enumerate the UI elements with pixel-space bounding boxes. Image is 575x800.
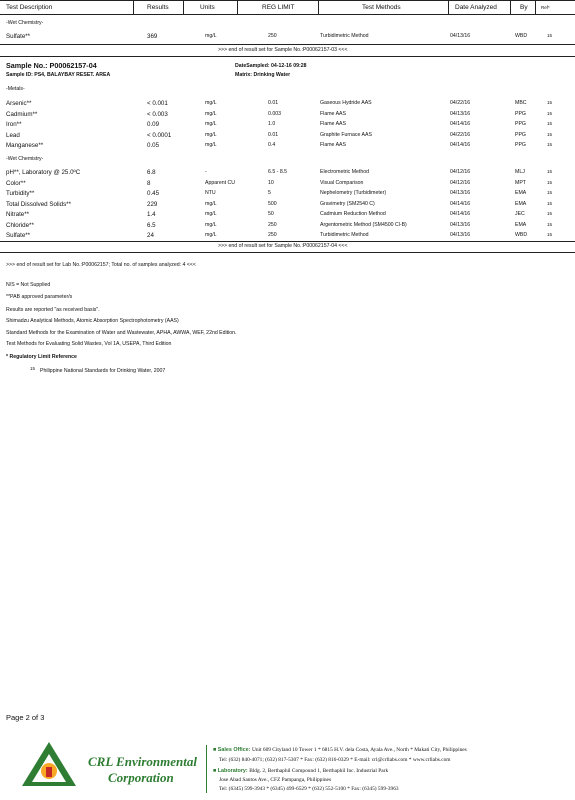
method: Nephelometry (Turbidimeter) xyxy=(320,190,387,196)
col-by: By xyxy=(520,4,528,11)
result: 369 xyxy=(147,33,158,40)
col-reg-limit: REG LIMIT xyxy=(262,4,295,11)
test-desc: Sulfate** xyxy=(6,33,31,40)
test-desc: Turbidity** xyxy=(6,190,35,197)
note-ns: N/S = Not Supplied xyxy=(6,282,51,288)
unit: - xyxy=(205,169,207,175)
reg-limit-heading: * Regulatory Limit Reference xyxy=(6,354,77,360)
matrix: Matrix: Drinking Water xyxy=(235,72,291,78)
lab-label: Laboratory: xyxy=(217,768,248,774)
date: 04/13/16 xyxy=(450,221,471,228)
ref: 15 xyxy=(547,232,553,237)
date: 04/12/16 xyxy=(450,179,471,186)
method: Turbidimetric Method xyxy=(320,33,369,39)
result: 0.09 xyxy=(147,121,160,128)
reg-limit: 250 xyxy=(268,232,277,238)
reg-sup: 15 xyxy=(30,366,36,371)
test-desc: Color** xyxy=(6,179,26,187)
method: Argentometric Method (SM4500 Cl-B) xyxy=(320,221,407,228)
unit: mg/L xyxy=(205,232,217,238)
analyst: MLJ xyxy=(515,169,525,175)
result: < 0.0001 xyxy=(147,131,172,139)
analyst: PPG xyxy=(515,142,526,148)
analyst: WBD xyxy=(515,33,528,39)
table-row xyxy=(0,33,575,43)
table-row xyxy=(0,132,575,142)
unit: mg/L xyxy=(205,211,217,217)
reg-limit: 10 xyxy=(268,179,274,186)
col-test-description: Test Description xyxy=(6,4,53,11)
analyst: JEC xyxy=(515,211,525,217)
reg-limit: 0.01 xyxy=(268,131,279,138)
col-ref: Ref* xyxy=(541,5,550,10)
date: 04/14/16 xyxy=(450,211,471,217)
lab-address-2: Jose Abad Santos Ave., CFZ Pampanga, Philippines xyxy=(219,777,332,783)
unit: Apparent CU xyxy=(205,179,235,186)
lab-tel: Tel: (6345) 599-3943 * (6345) 499-6529 * (632) 552-5100 * Fax: (6345) 599-3963 xyxy=(219,786,399,792)
test-desc: Total Dissolved Solids** xyxy=(6,200,71,208)
result: 0.05 xyxy=(147,142,160,149)
date: 04/12/16 xyxy=(450,169,471,175)
analyst: EMA xyxy=(515,190,527,196)
unit: NTU xyxy=(205,190,216,196)
table-row xyxy=(0,142,575,152)
analyst: WBD xyxy=(515,232,528,238)
reg-limit: 250 xyxy=(268,221,277,228)
page-number: Page 2 of 3 xyxy=(6,713,45,722)
end-note: >>> end of result set for Sample No.:P00062157-04 <<< xyxy=(218,243,348,249)
test-desc: pH**, Laboratory @ 25.0ºC xyxy=(6,169,81,176)
reg-limit: 250 xyxy=(268,33,277,39)
col-units: Units xyxy=(200,4,215,11)
lab-line xyxy=(213,768,388,774)
col-date-analyzed: Date Analyzed xyxy=(455,4,497,11)
test-desc: Iron** xyxy=(6,121,22,128)
lab-end-note: >>> end of result set for Lab No.:P00062157; Total no. of samples analyzed: 4 <<< xyxy=(6,262,196,268)
result: 1.4 xyxy=(147,211,156,218)
unit: mg/L xyxy=(205,100,217,106)
ref: 15 xyxy=(547,131,553,137)
company-name-2: Corporation xyxy=(108,770,174,785)
unit: mg/L xyxy=(205,121,217,127)
method: Flame AAS xyxy=(320,110,346,117)
sample-number: Sample No.: P00062157-04 xyxy=(6,61,97,70)
reference-2: Standard Methods for the Examination of Water and Wastewater, APHA, AWWA, WEF, 22nd Edition. xyxy=(6,330,237,336)
analyst: EMA xyxy=(515,200,527,207)
test-desc: Cadmium** xyxy=(6,110,38,118)
method: Visual Comparison xyxy=(320,179,364,186)
sales-office-line xyxy=(213,747,467,753)
table-row xyxy=(0,211,575,221)
result: < 0.001 xyxy=(147,100,168,107)
sales-address: Unit 609 Cityland 10 Tower 1 * 6815 H.V. dela Costa, Ayala Ave., North * Makati City, Philippines xyxy=(251,747,467,753)
col-test-methods: Test Methods xyxy=(362,4,401,11)
note-basis: Results are reported "as received basis". xyxy=(6,307,100,313)
reg-limit: 5 xyxy=(268,190,271,196)
ref: 15 xyxy=(547,33,553,38)
reg-limit: 0.01 xyxy=(268,100,279,106)
date-sampled: DateSampled: 04-12-16 09:28 xyxy=(235,63,307,69)
ref: 15 xyxy=(547,169,553,174)
analyst: PPG xyxy=(515,121,526,127)
test-desc: Manganese** xyxy=(6,142,44,149)
test-desc: Sulfate** xyxy=(6,232,31,239)
result: 229 xyxy=(147,200,158,208)
ref: 15 xyxy=(547,200,553,206)
date: 04/14/16 xyxy=(450,200,471,207)
table-row xyxy=(0,222,575,232)
group-label: -Wet Chemistry- xyxy=(6,156,44,162)
company-name: CRL Environmental xyxy=(88,754,197,769)
ref: 15 xyxy=(547,121,553,126)
method: Flame AAS xyxy=(320,121,346,127)
date: 04/14/16 xyxy=(450,142,471,148)
analyst: PPG xyxy=(515,131,526,138)
unit: mg/L xyxy=(205,221,217,228)
unit: mg/L xyxy=(205,200,217,207)
result: 8 xyxy=(147,179,151,187)
date: 04/14/16 xyxy=(450,121,471,127)
col-results: Results xyxy=(147,4,169,11)
ref: 15 xyxy=(547,100,553,105)
sales-tel: Tel: (632) 840-4071; (632) 817-5307 * Fax: (632) 816-0329 * E-mail: crl@crllabs.com * www.crllabs.com xyxy=(219,757,451,763)
reference-1: Shimadzu Analytical Methods, Atomic Absorption Spectrophotometry (AAS) xyxy=(6,318,179,324)
sales-label: ■ xyxy=(213,747,218,753)
ref: 15 xyxy=(547,142,553,147)
table-row xyxy=(0,190,575,200)
method: Cadmium Reduction Method xyxy=(320,211,386,217)
result: < 0.003 xyxy=(147,110,168,118)
result: 6.5 xyxy=(147,221,156,229)
company-logo-icon xyxy=(20,740,78,788)
table-row xyxy=(0,121,575,131)
test-desc: Arsenic** xyxy=(6,100,32,107)
reference-3: Test Methods for Evaluating Solid Wastes, Vol 1A, USEPA, Third Edition xyxy=(6,341,172,347)
test-desc: Lead xyxy=(6,131,20,139)
method: Gravimetry (SM2540 C) xyxy=(320,200,375,207)
method: Gaseous Hydride AAS xyxy=(320,100,372,106)
reg-limit: 500 xyxy=(268,200,277,207)
result: 24 xyxy=(147,232,154,239)
ref: 15 xyxy=(547,110,553,116)
sample-id: Sample ID: PS4, BALAYBAY RESET. AREA xyxy=(6,72,111,78)
method: Turbidimetric Method xyxy=(320,232,369,238)
unit: mg/L xyxy=(205,131,217,138)
ref: 15 xyxy=(547,190,553,195)
test-desc: Chloride** xyxy=(6,221,34,229)
analyst: PPG xyxy=(515,110,526,117)
ref: 15 xyxy=(547,211,553,216)
unit: mg/L xyxy=(205,142,217,148)
table-row xyxy=(0,100,575,110)
reg-limit: 0.4 xyxy=(268,142,276,148)
test-desc: Nitrate** xyxy=(6,211,30,218)
reg-limit: 50 xyxy=(268,211,274,217)
lab-bullet: ■ xyxy=(213,768,218,774)
method: Flame AAS xyxy=(320,142,346,148)
date: 04/13/16 xyxy=(450,110,471,117)
date: 04/22/16 xyxy=(450,100,471,106)
table-row xyxy=(0,111,575,121)
ref: 15 xyxy=(547,179,553,185)
ref: 15 xyxy=(547,221,553,227)
group-label: -Wet Chemistry- xyxy=(6,20,44,26)
reg-limit: 6.5 - 8.5 xyxy=(268,169,288,175)
date: 04/13/16 xyxy=(450,33,471,39)
note-pab: **PAB approved parameter/s xyxy=(6,294,73,300)
analyst: EMA xyxy=(515,221,527,228)
unit: mg/L xyxy=(205,33,217,39)
analyst: MBC xyxy=(515,100,527,106)
end-note: >>> end of result set for Sample No.:P00062157-03 <<< xyxy=(218,47,348,53)
group-label: -Metals- xyxy=(6,86,25,92)
method: Electrometric Method xyxy=(320,169,370,175)
table-row xyxy=(0,169,575,179)
date: 04/13/16 xyxy=(450,232,471,238)
table-row xyxy=(0,180,575,190)
reg-item: Philippine National Standards for Drinking Water, 2007 xyxy=(40,368,166,374)
result: 6.8 xyxy=(147,169,156,176)
method: Graphite Furnace AAS xyxy=(320,131,372,138)
reg-limit: 0.003 xyxy=(268,110,281,117)
analyst: MPT xyxy=(515,179,526,186)
date: 04/22/16 xyxy=(450,131,471,138)
date: 04/13/16 xyxy=(450,190,471,196)
lab-address-1: Bldg. 2, Berthaphil Compound 1, Berthaphil Inc. Industrial Park xyxy=(249,768,389,774)
table-row xyxy=(0,201,575,211)
unit: mg/L xyxy=(205,110,217,117)
reg-limit: 1.0 xyxy=(268,121,276,127)
sales-label-text: Sales Office: xyxy=(217,747,251,753)
result: 0.45 xyxy=(147,190,160,197)
